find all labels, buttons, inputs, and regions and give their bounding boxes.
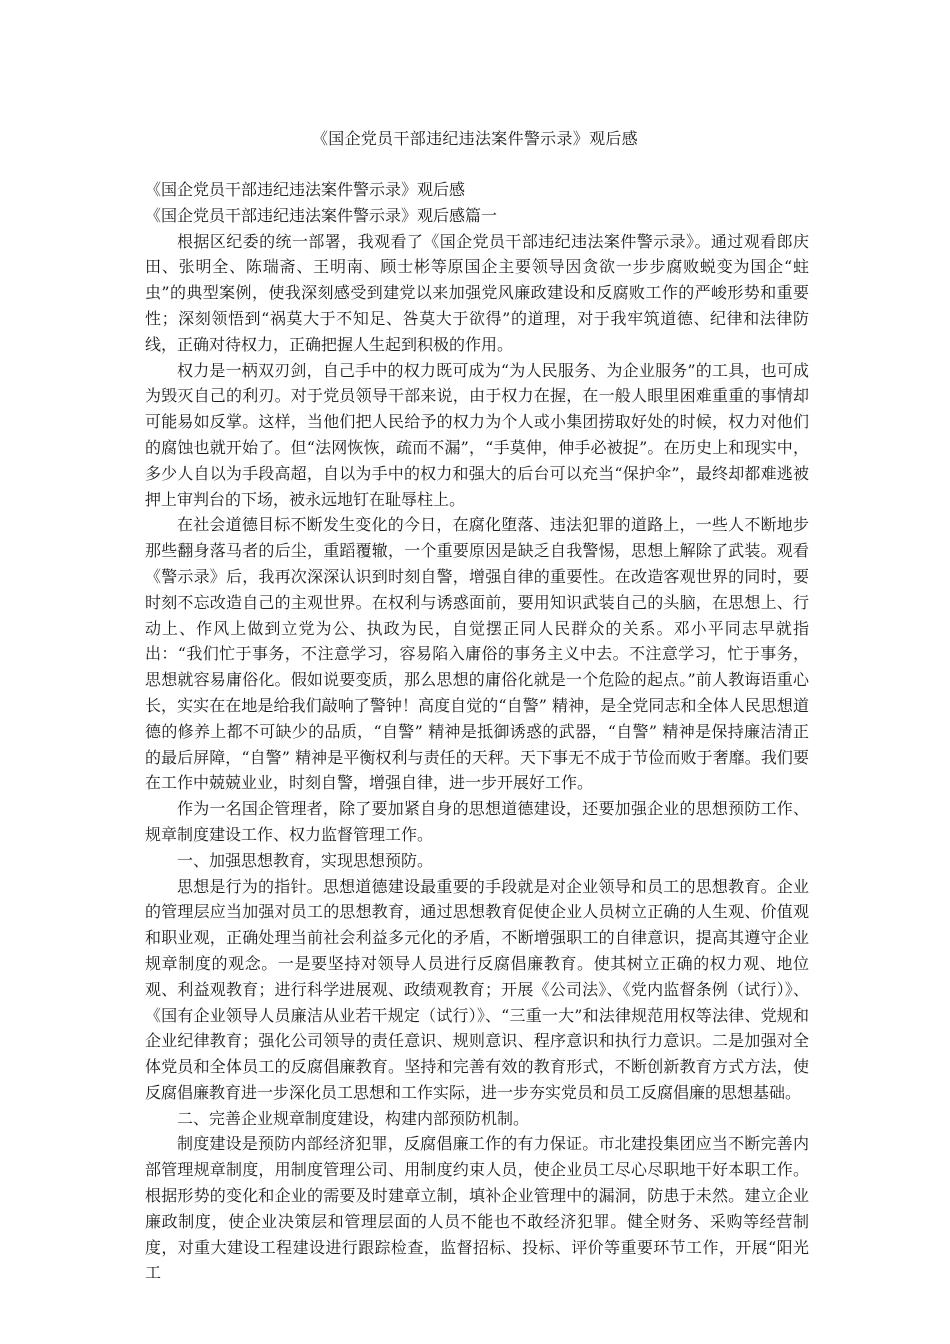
paragraph: 制度建设是预防内部经济犯罪，反腐倡廉工作的有力保证。市北建投集团应当不断完善内部管理规章制度，用制度管理公司、用制度约束人员，使企业员工尽心尽职地干好本职工作。根据形势的变化和企业的需要及时建章立制，填补企业管理中的漏洞，防患于未然。建立企业廉政制度，使企业决策层和管理层面的人员不能也不敢经济犯罪。健全财务、采购等经营制度，对重大建设工程建设进行跟踪检查，监督招标、投标、评价等重要环节工作，开展“阳光工 [145,1134,809,1283]
subtitle-line: 《国企党员干部违纪违法案件警示录》观后感 [145,180,466,199]
section-heading: 一、加强思想教育，实现思想预防。 [177,850,434,870]
subtitle-line-part-one: 《国企党员干部违纪违法案件警示录》观后感篇一 [145,205,498,225]
paragraph: 思想是行为的指针。思想道德建设最重要的手段就是对企业领导和员工的思想教育。企业的管理层应当加强对员工的思想教育，通过思想教育促使企业人员树立正确的人生观、价值观和职业观，正确处理当前社会利益多元化的矛盾，不断增强职工的自律意识，提高其遵守企业规章制度的观念。一是要坚持对领导人员进行反腐倡廉教育。使其树立正确的权力观、地位观、利益观教育；进行科学进展观、政绩观教育；开展《公司法》、《党内监督条例（试行）》、《国有企业领导人员廉洁从业若干规定（试行）》、“三重一大”和法律规范用权等法律、党规和企业纪律教育；强化公司领导的责任意识、规则意识、程序意识和执行力意识。二是加强对全体党员和全体员工的反腐倡廉教育。坚持和完善有效的教育形式，不断创新教育方式方法，使反腐倡廉教育进一步深化员工思想和工作实际，进一步夯实党员和员工反腐倡廉的思想基础。 [145,876,809,1102]
paragraph: 在社会道德目标不断发生变化的今日，在腐化堕落、违法犯罪的道路上，一些人不断地步那些翻身落马者的后尘，重蹈覆辙，一个重要原因是缺乏自我警惕，思想上解除了武装。观看《警示录》后，我再次深深认识到时刻自警，增强自律的重要性。在改造客观世界的同时，要时刻不忘改造自己的主观世界。在权利与诱惑面前，要用知识武装自己的头脑，在思想上、行动上、作风上做到立党为公、执政为民，自觉摆正同人民群众的关系。邓小平同志早就指出：“我们忙于事务，不注意学习，容易陷入庸俗的事务主义中去。不注意学习，忙于事务，思想就容易庸俗化。假如说要变质，那么思想的庸俗化就是一个危险的起点。”前人教诲语重心长，实实在在地是给我们敲响了警钟！高度自觉的“自警” 精神，是全党同志和全体人民思想道德的修养上都不可缺少的品质，“自警” 精神是抵御诱惑的武器，“自警” 精神是保持廉洁清正的最后屏障，“自警” 精神是平衡权利与责任的天秤。天下事无不成于节俭而败于奢靡。我们要在工作中兢兢业业，时刻自警，增强自律，进一步开展好工作。 [145,515,809,793]
document-title: 《国企党员干部违纪违法案件警示录》观后感 [311,129,638,148]
paragraph: 根据区纪委的统一部署，我观看了《国企党员干部违纪违法案件警示录》。通过观看郎庆田、张明全、陈瑞斋、王明南、顾士彬等原国企主要领导因贪欲一步步腐败蜕变为国企“蛀虫”的典型案例，使我深刻感受到建党以来加强党风廉政建设和反腐败工作的严峻形势和重要性；深刻领悟到“祸莫大于不知足、咎莫大于欲得”的道理，对于我牢筑道德、纪律和法律防线，正确对待权力，正确把握人生起到积极的作用。 [145,231,809,354]
section-heading: 二、完善企业规章制度建设，构建内部预防机制。 [177,1108,530,1128]
paragraph: 作为一名国企管理者，除了要加紧自身的思想道德建设，还要加强企业的思想预防工作、规章制度建设工作、权力监督管理工作。 [145,799,809,844]
document-body [145,177,809,1286]
paragraph: 权力是一柄双刃剑，自己手中的权力既可成为“为人民服务、为企业服务”的工具，也可成为毁灭自己的利刃。对于党员领导干部来说，由于权力在握，在一般人眼里困难重重的事情却可能易如反掌。这样，当他们把人民给予的权力为个人或小集团捞取好处的时候，权力对他们的腐蚀也就开始了。但“法网恢恢，疏而不漏”，“手莫伸，伸手必被捉”。在历史上和现实中，多少人自以为手段高超，自以为手中的权力和强大的后台可以充当“保护伞”，最终却都难逃被押上审判台的下场，被永远地钉在耻辱柱上。 [145,360,809,509]
